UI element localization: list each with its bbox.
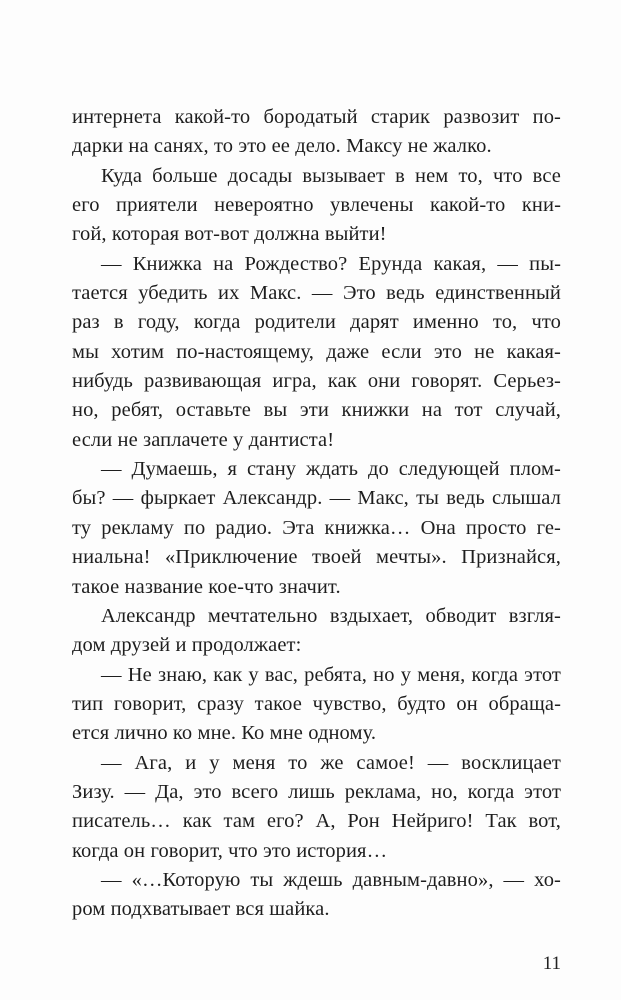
text-line: тип говорит, сразу такое чувство, будто он обраща-: [72, 692, 561, 715]
text-line: Куда больше досады вызывает в нем то, что все: [101, 164, 561, 187]
text-line: такое название кое-что значит.: [72, 575, 341, 598]
text-line: — Ага, и у меня то же самое! — восклицает: [101, 751, 561, 774]
text-line: — Думаешь, я стану ждать до следующей плом-: [101, 458, 561, 481]
text-line: — Не знаю, как у вас, ребята, но у меня, когда этот: [101, 663, 561, 686]
text-line: тается убедить их Макс. — Это ведь единственный: [72, 282, 561, 305]
page-number: 11: [542, 953, 561, 974]
paragraph: [72, 103, 561, 162]
text-line: раз в году, когда родители дарят именно то, что: [72, 311, 561, 334]
text-line: мы хотим по-настоящему, даже если это не какая-: [72, 340, 561, 363]
text-line: если не заплачете у дантиста!: [72, 428, 335, 451]
text-line: интернета какой-то бородатый старик развозит по-: [72, 106, 561, 128]
paragraph: [72, 866, 561, 925]
text-line: ется лично ко мне. Ко мне одному.: [72, 722, 377, 745]
text-block: [72, 103, 561, 925]
text-line: дарки на санях, то это ее дело. Максу не жалко.: [72, 135, 492, 158]
paragraph: [72, 749, 561, 866]
paragraph: [72, 661, 561, 749]
text-line: Зизу. — Да, это всего лишь реклама, но, когда этот: [72, 780, 561, 803]
paragraph: [72, 455, 561, 602]
text-line: но, ребят, оставьте вы эти книжки на тот случай,: [72, 399, 561, 422]
text-line: Александр мечтательно вздыхает, обводит взгля-: [101, 604, 561, 627]
text-line: когда он говорит, что это история…: [72, 839, 388, 862]
paragraph: [72, 162, 561, 250]
text-line: писатель… как там его? А, Рон Нейриго! Так вот,: [72, 810, 561, 833]
text-line: ниальна! «Приключение твоей мечты». Признайся,: [72, 546, 561, 569]
text-line: нибудь развивающая игра, как они говорят. Серьез-: [72, 370, 561, 393]
text-line: гой, которая вот-вот должна выйти!: [72, 223, 387, 246]
paragraph: [72, 250, 561, 455]
paragraph: [72, 602, 561, 661]
text-line: — Книжка на Рождество? Ерунда какая, — пы-: [101, 252, 561, 275]
text-line: ту рекламу по радио. Эта книжка… Она просто ге-: [72, 516, 561, 539]
text-line: бы? — фыркает Александр. — Макс, ты ведь слышал: [72, 487, 561, 510]
text-line: — «…Которую ты ждешь давным-давно», — хо-: [101, 868, 561, 891]
text-line: ром подхватывает вся шайка.: [72, 898, 330, 921]
text-line: его приятели невероятно увлечены какой-то кни-: [72, 194, 561, 217]
text-line: дом друзей и продолжает:: [72, 634, 302, 657]
